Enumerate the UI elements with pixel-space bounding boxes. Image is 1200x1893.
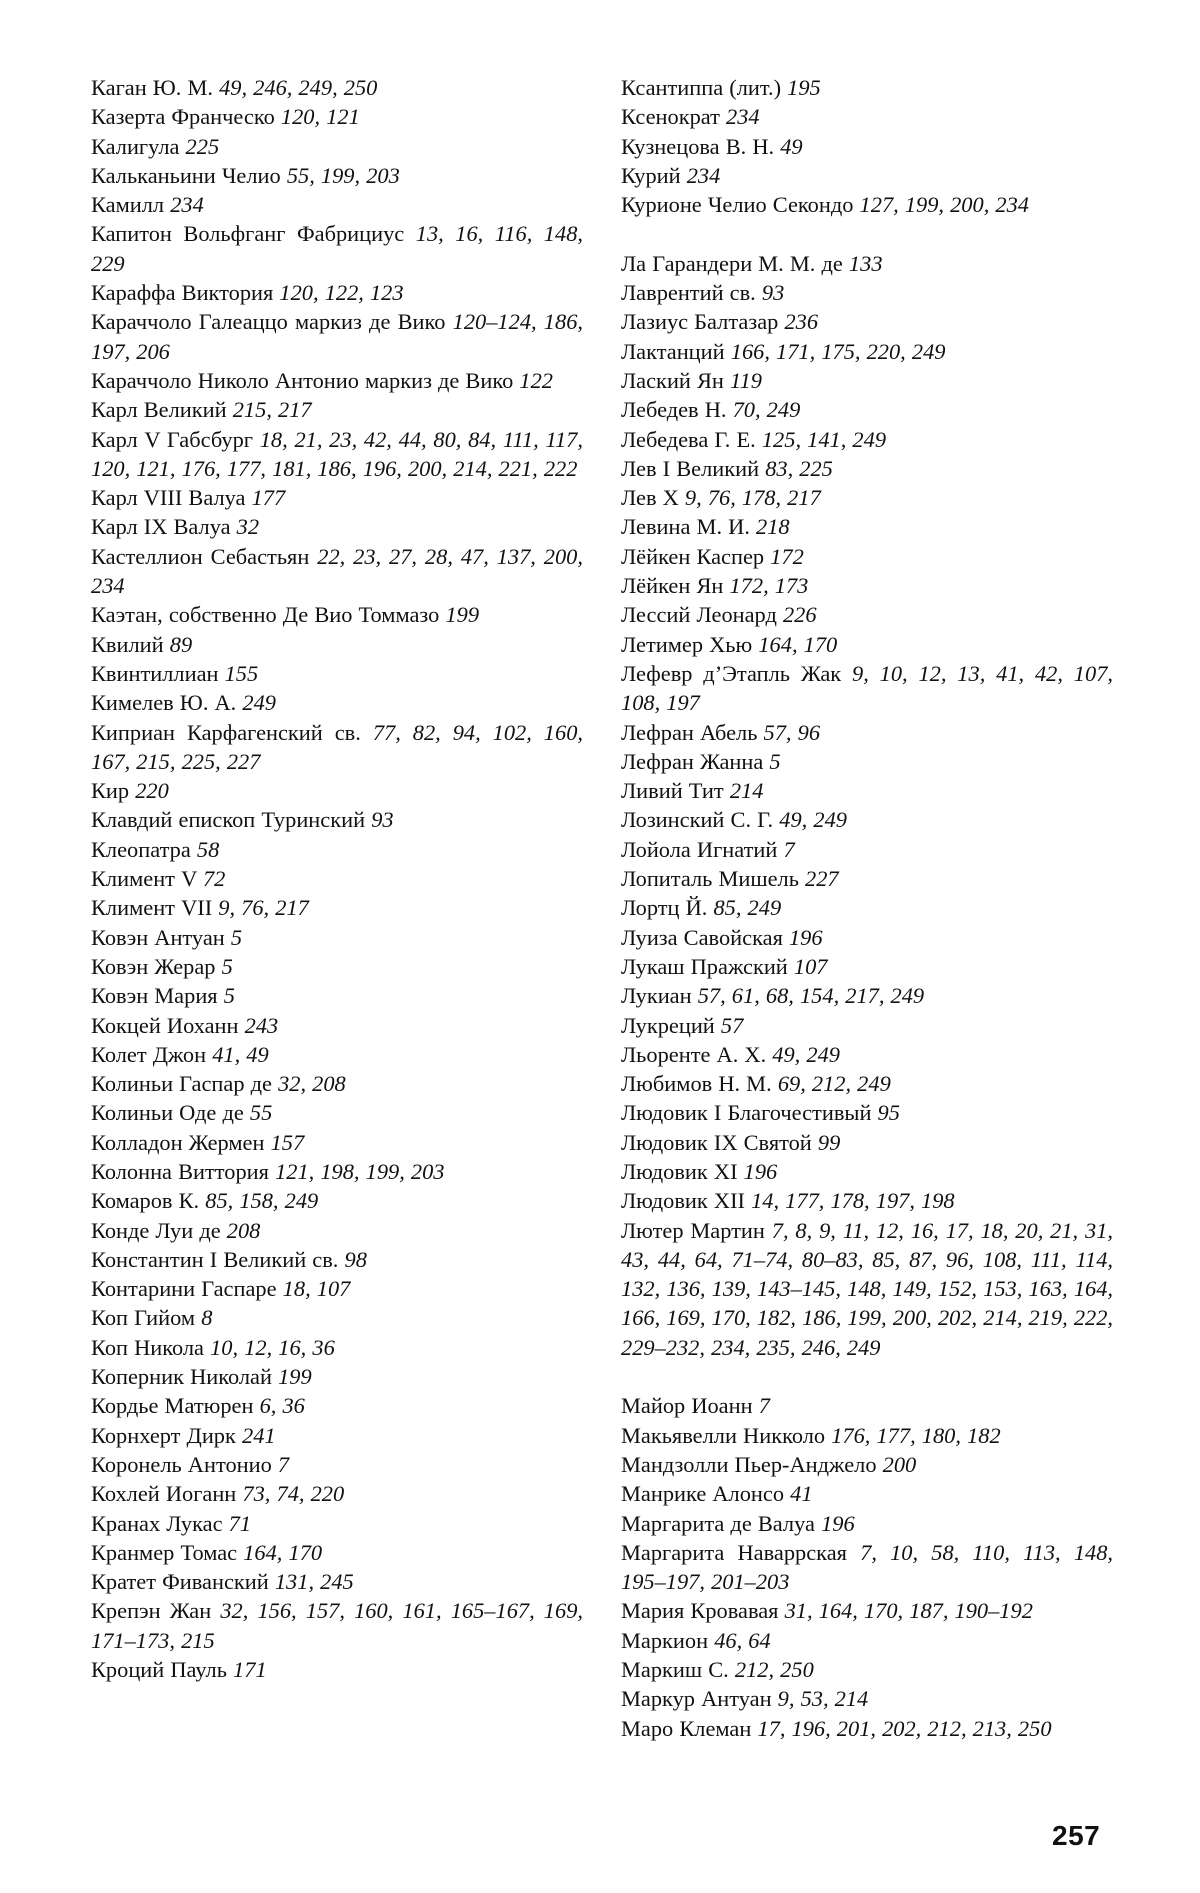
index-entry-name: Корнхерт Дирк [91,1422,236,1448]
index-entry-name: Колет Джон [91,1041,207,1067]
index-entry-name: Крепэн Жан [91,1598,212,1624]
index-entry-name: Кроций Пауль [91,1657,227,1683]
index-entry-pages: 46, 64 [714,1627,771,1653]
index-entry-pages: 164, 170 [243,1539,323,1565]
index-entry [91,1596,583,1655]
index-entry [621,1509,1113,1538]
index-entry-pages: 7 [277,1451,290,1477]
index-entry-pages: 71 [228,1510,252,1536]
index-entry [621,1655,1113,1684]
index-entry-pages: 9, 10, 12, 13, 41, 42, 107, 108, 197 [621,660,1113,716]
index-entry [91,776,583,805]
index-entry-name: Летимер Хью [621,631,753,657]
index-entry-name: Кузнецова В. Н. [621,133,775,159]
index-entry-pages: 32, 156, 157, 160, 161, 165–167, 169, 171–173, 215 [91,1598,583,1653]
index-entry-pages: 7, 10, 58, 110, 113, 148, 195–197, 201–203 [621,1539,1114,1595]
index-entry-name: Ксантиппа (лит.) [621,75,782,100]
index-entry-pages: 22, 23, 27, 28, 47, 137, 200, 234 [91,543,583,599]
index-entry [91,835,583,864]
index-entry-name: Маркион [621,1627,709,1653]
index-entry-pages: 195 [787,75,821,100]
index-entry [91,659,583,688]
index-entry-name: Маро Клеман [621,1715,752,1741]
index-entry [91,1098,583,1127]
index-entry [91,630,583,659]
index-entry [621,1157,1113,1186]
index-entry-name: Кимелев Ю. А. [91,690,237,716]
index-entry-pages: 69, 212, 249 [777,1071,891,1097]
index-entry [621,425,1113,454]
index-entry [91,1157,583,1186]
index-entry-pages: 107 [793,953,828,979]
index-entry-name: Лютер Мартин [621,1217,765,1243]
index-entry-pages: 122 [519,367,553,393]
index-entry-name: Киприан Карфагенский св. [91,719,361,745]
index-entry-pages: 18, 107 [282,1276,351,1302]
index-entry [621,307,1113,336]
index-entry [91,1655,583,1684]
index-entry [91,600,583,629]
index-entry-name: Левина М. И. [621,514,750,540]
index-entry [621,190,1113,219]
index-entry [91,425,583,484]
index-entry-pages: 236 [784,309,819,335]
index-entry-name: Колладон Жермен [91,1129,265,1155]
index-entry [91,952,583,981]
index-entry-name: Лебедев Н. [621,397,727,423]
index-entry-name: Любимов Н. М. [621,1071,772,1097]
index-entry-name: Лопиталь Мишель [621,866,799,892]
index-entry-name: Людовик I Благочестивый [621,1100,872,1126]
index-entry-name: Ла Гарандери М. М. де [621,250,843,276]
index-entry [91,190,583,219]
index-entry-name: Ковэн Антуан [91,924,225,950]
index-entry [621,952,1113,981]
index-entry-name: Людовик XII [621,1188,745,1214]
index-entry-name: Калигула [91,133,180,159]
index-entry-name: Клавдий епископ Туринский [91,807,366,833]
index-entry-name: Лаврентий св. [621,280,756,306]
index-entry [91,1040,583,1069]
index-entry-pages: 5 [221,953,233,979]
index-entry [621,1684,1113,1713]
index-entry-name: Казерта Франческо [91,104,275,130]
index-entry [91,1274,583,1303]
index-entry-pages: 157 [270,1129,305,1155]
index-entry-name: Людовик IX Святой [621,1129,812,1155]
index-entry-name: Луиза Савойская [621,924,783,950]
index-entry [621,1216,1113,1362]
index-entry [91,1567,583,1596]
index-entry-name: Квилий [91,631,164,657]
index-entry [91,805,583,834]
index-entry-name: Ковэн Жерар [91,953,216,979]
index-entry-pages: 164, 170 [758,631,838,657]
index-entry-name: Караччоло Галеаццо маркиз де Вико [91,309,446,335]
index-entry-pages: 234 [170,192,204,218]
index-entry-name: Карл VIII Валуа [91,485,246,511]
index-entry [621,571,1113,600]
index-entry [621,1421,1113,1450]
index-entry-pages: 127, 199, 200, 234 [859,192,1029,218]
index-entry [621,923,1113,952]
index-entry [91,1069,583,1098]
index-entry-pages: 166, 171, 175, 220, 249 [730,338,946,364]
index-entry-pages: 225 [185,133,220,159]
index-entry-name: Кранмер Томас [91,1539,238,1565]
index-entry-name: Лев X [621,485,679,511]
index-entry-pages: 249 [242,690,276,716]
index-entry [621,1069,1113,1098]
index-entry [91,1479,583,1508]
index-entry-pages: 172 [770,543,804,569]
index-entry [91,864,583,893]
index-entry-name: Ливий Тит [621,778,724,804]
index-entry [91,366,583,395]
index-entry-name: Курий [621,162,681,188]
index-entry-pages: 57, 96 [763,719,821,745]
index-entry-pages: 6, 36 [259,1393,305,1419]
index-entry-pages: 41 [790,1481,813,1507]
index-entry-name: Мария Кровавая [621,1598,779,1624]
index-entry [91,512,583,541]
index-entry-name: Кранах Лукас [91,1510,223,1536]
index-entry [91,718,583,777]
index-entry-pages: 172, 173 [729,573,809,599]
index-entry-name: Льоренте А. Х. [621,1041,767,1067]
index-column-left [91,73,583,1684]
index-entry-name: Константин I Великий св. [91,1246,339,1272]
index-entry-name: Лортц Й. [621,895,708,921]
index-entry-name: Майор Иоанн [621,1393,753,1419]
index-entry [621,1538,1113,1597]
index-entry-pages: 89 [169,631,193,657]
page-number: 257 [1052,1820,1101,1851]
index-entry-pages: 226 [782,602,817,628]
index-entry-name: Ковэн Мария [91,983,218,1009]
index-entry-pages: 13, 16, 116, 148, 229 [91,221,583,276]
index-entry [621,337,1113,366]
index-entry [621,893,1113,922]
index-entry-pages: 220 [135,778,169,804]
index-entry-pages: 200 [882,1451,917,1477]
index-entry-name: Коперник Николай [91,1364,272,1390]
index-entry-pages: 55, 199, 203 [286,162,400,188]
index-entry-pages: 95 [877,1100,900,1126]
index-entry [621,512,1113,541]
index-entry [621,981,1113,1010]
index-entry [621,1391,1113,1420]
index-entry [621,1040,1113,1069]
index-entry-name: Комаров К. [91,1188,200,1214]
index-entry-name: Колиньи Оде де [91,1100,244,1126]
index-entry-pages: 215, 217 [232,397,312,423]
index-entry [621,161,1113,190]
index-entry [91,132,583,161]
index-entry-name: Кратет Фиванский [91,1569,269,1595]
index-entry-name: Макьявелли Никколо [621,1422,826,1448]
index-entry-pages: 208 [226,1217,261,1243]
index-column-right [621,73,1113,1743]
index-entry [91,1450,583,1479]
index-entry-pages: 131, 245 [274,1569,354,1595]
index-entry-name: Лукреций [621,1012,715,1038]
index-entry-name: Маркиш С. [621,1657,729,1683]
index-entry-name: Кокцей Иоханн [91,1012,239,1038]
index-entry-pages: 243 [244,1012,279,1038]
index-entry-name: Лёйкен Каспер [621,543,765,569]
index-entry-name: Камилл [91,192,165,218]
index-entry [91,1538,583,1567]
index-entry-name: Лебедева Г. Е. [621,426,756,452]
index-entry-name: Каэтан, собственно Де Вио Томмазо [91,602,440,628]
index-entry-name: Мандзолли Пьер-Анджело [621,1451,877,1477]
index-entry-pages: 99 [817,1129,841,1155]
index-entry-name: Кастеллион Себастьян [91,543,310,569]
index-entry [621,864,1113,893]
index-entry-pages: 10, 12, 16, 36 [210,1334,335,1360]
index-entry-name: Кальканьини Челио [91,162,281,188]
index-entry-pages: 98 [344,1246,367,1272]
index-entry [621,1128,1113,1157]
index-entry-name: Конде Луи де [91,1217,221,1243]
index-entry [91,1216,583,1245]
index-entry [91,102,583,131]
index-entry-pages: 55 [249,1100,273,1126]
index-entry-pages: 5 [769,748,781,774]
index-entry [621,1626,1113,1655]
index-entry-name: Людовик XI [621,1158,738,1184]
index-entry-pages: 9, 76, 217 [218,895,309,921]
index-entry [91,395,583,424]
index-entry [621,1450,1113,1479]
index-entry-name: Караффа Виктория [91,280,274,306]
index-entry [621,835,1113,864]
index-entry-pages: 119 [730,367,762,393]
index-entry-pages: 70, 249 [732,397,801,423]
index-entry [91,1245,583,1274]
index-entry-pages: 125, 141, 249 [761,426,887,452]
index-entry-name: Маргарита Наваррская [621,1539,847,1565]
index-entry-pages: 133 [848,250,883,276]
index-entry-name: Лев I Великий [621,455,760,481]
index-entry-name: Лефевр д’Этапль Жак [621,660,842,686]
index-entry [621,1714,1113,1743]
index-entry-pages: 49, 246, 249, 250 [219,75,378,100]
index-entry [91,1303,583,1332]
index-entry-pages: 7, 8, 9, 11, 12, 16, 17, 18, 20, 21, 31, 43, 44, 64, 71–74, 80–83, 85, 87, 96, 108, 111, 114, 132, 136, 139, 143–145, 148, 149, 152, 153, 163, 164, 166, 169, 170, 182, 186, 199, 200, 202, 214, 219, 222, 229–232, 234, 235, 246, 249 [621,1217,1113,1360]
index-entry-pages: 72 [202,866,226,892]
index-entry-pages: 7 [758,1393,770,1419]
index-entry-pages: 196 [821,1510,855,1536]
index-entry [621,776,1113,805]
index-entry-pages: 155 [224,660,259,686]
index-entry-name: Лефран Абель [621,719,758,745]
index-entry [91,893,583,922]
index-entry [621,278,1113,307]
index-entry-name: Лазиус Балтазар [621,309,779,335]
index-entry-pages: 32 [236,514,260,540]
index-entry-pages: 57, 61, 68, 154, 217, 249 [697,983,925,1009]
index-entry-name: Манрике Алонсо [621,1481,785,1507]
index-entry [91,278,583,307]
index-entry-name: Лукиан [621,983,692,1009]
index-entry-name: Климент VII [91,895,213,921]
index-entry-name: Каган Ю. М. [91,75,213,100]
index-entry-pages: 85, 158, 249 [205,1188,319,1214]
index-entry-name: Лозинский С. Г. [621,807,774,833]
index-entry [621,747,1113,776]
index-entry [91,1186,583,1215]
index-entry-pages: 5 [223,983,235,1009]
index-entry-name: Лессий Леонард [621,602,777,628]
index-entry-name: Лаский Ян [621,367,724,393]
index-entry [91,1421,583,1450]
index-entry-pages: 32, 208 [278,1071,346,1097]
index-entry-name: Контарини Гаспаре [91,1276,277,1302]
index-entry-name: Лойола Игнатий [621,836,778,862]
index-entry-name: Карл Великий [91,397,227,423]
index-entry [621,395,1113,424]
index-entry [91,688,583,717]
index-entry [621,600,1113,629]
index-entry-name: Караччоло Николо Антонио маркиз де Вико [91,367,514,393]
index-entry-name: Карл V Габсбург [91,426,253,452]
index-entry-pages: 120, 122, 123 [279,280,404,306]
index-entry-pages: 49, 249 [772,1041,840,1067]
index-entry [91,1362,583,1391]
index-entry-name: Лефран Жанна [621,748,764,774]
index-entry-name: Лукаш Пражский [621,953,788,979]
index-entry-pages: 199 [445,602,480,628]
index-entry-pages: 199 [278,1364,312,1390]
index-entry-name: Курионе Челио Секондо [621,192,854,218]
index-entry-pages: 234 [686,162,721,188]
index-entry [621,102,1113,131]
index-entry [621,630,1113,659]
index-entry-pages: 241 [242,1422,276,1448]
index-entry-pages: 57 [720,1012,744,1038]
index-entry-pages: 5 [230,924,243,950]
index-entry-pages: 8 [201,1305,213,1331]
index-entry [621,366,1113,395]
index-entry-name: Кохлей Иоганн [91,1481,237,1507]
index-entry [91,73,583,102]
index-entry-name: Колонна Виттория [91,1158,269,1184]
letter-group-gap [621,1362,1113,1391]
index-entry-name: Коп Никола [91,1334,204,1360]
index-entry [91,542,583,601]
index-entry [91,161,583,190]
index-entry-pages: 41, 49 [212,1041,269,1067]
index-entry [621,483,1113,512]
index-entry-pages: 49, 249 [779,807,847,833]
index-entry-pages: 7 [783,836,795,862]
index-entry [91,981,583,1010]
index-entry-pages: 49 [780,133,803,159]
index-entry [621,659,1113,718]
index-entry-pages: 212, 250 [734,1657,814,1683]
index-entry-name: Карл IX Валуа [91,514,231,540]
index-entry-pages: 58 [196,836,220,862]
index-entry-pages: 177 [251,485,286,511]
index-entry [621,73,1113,102]
index-entry-pages: 234 [726,104,760,130]
index-entry-name: Ксенократ [621,104,720,130]
index-entry-name: Маргарита де Валуа [621,1510,815,1536]
index-entry-pages: 18, 21, 23, 42, 44, 80, 84, 111, 117, 120, 121, 176, 177, 181, 186, 196, 200, 214, 221, 222 [91,426,583,481]
index-entry [91,1391,583,1420]
index-entry [91,1128,583,1157]
index-entry-pages: 120, 121 [280,104,360,130]
index-entry-pages: 93 [371,807,394,833]
index-entry-pages: 83, 225 [765,455,833,481]
index-entry [621,1186,1113,1215]
index-entry [621,132,1113,161]
index-entry [91,923,583,952]
index-entry [621,718,1113,747]
index-entry [621,1479,1113,1508]
index-entry-name: Лёйкен Ян [621,573,724,599]
index-entry-pages: 196 [743,1158,778,1184]
index-entry-pages: 218 [756,514,790,540]
index-entry-pages: 196 [788,924,823,950]
index-entry [621,249,1113,278]
index-entry [91,307,583,366]
index-entry-pages: 9, 53, 214 [777,1686,869,1712]
index-entry-pages: 171 [233,1657,267,1683]
index-entry-name: Маркур Антуан [621,1686,772,1712]
index-entry-pages: 120–124, 186, 197, 206 [91,309,583,364]
index-entry [621,1011,1113,1040]
index-entry [621,542,1113,571]
index-entry-pages: 31, 164, 170, 187, 190–192 [784,1598,1033,1624]
index-entry-name: Клеопатра [91,836,191,862]
index-entry-pages: 176, 177, 180, 182 [831,1422,1001,1448]
index-entry [621,805,1113,834]
index-entry [91,219,583,278]
index-entry [91,483,583,512]
index-entry-pages: 93 [761,280,785,306]
index-entry-pages: 77, 82, 94, 102, 160, 167, 215, 225, 227 [91,719,583,774]
index-entry-pages: 9, 76, 178, 217 [684,485,821,511]
index-entry-name: Кордье Матюрен [91,1393,254,1419]
index-entry-name: Коронель Антонио [91,1451,272,1477]
index-entry-pages: 73, 74, 220 [242,1481,345,1507]
index-entry-pages: 17, 196, 201, 202, 212, 213, 250 [757,1715,1052,1741]
index-entry-name: Коп Гийом [91,1305,196,1331]
letter-group-gap [621,219,1113,248]
index-entry-name: Кир [91,778,130,804]
index-entry-name: Капитон Вольфганг Фабрициус [91,221,405,247]
index-entry [621,454,1113,483]
index-entry [621,1098,1113,1127]
index-entry-pages: 214 [729,778,764,804]
index-entry [91,1333,583,1362]
index-entry [621,1596,1113,1625]
index-entry-name: Климент V [91,866,197,892]
index-entry [91,1509,583,1538]
index-entry-pages: 14, 177, 178, 197, 198 [751,1188,955,1214]
index-entry-pages: 121, 198, 199, 203 [275,1158,445,1184]
index-entry-pages: 85, 249 [713,895,782,921]
index-entry [91,1011,583,1040]
index-entry-pages: 227 [805,866,839,892]
index-entry-name: Колиньи Гаспар де [91,1071,272,1097]
index-entry-name: Лактанций [621,338,725,364]
index-entry-name: Квинтиллиан [91,660,219,686]
